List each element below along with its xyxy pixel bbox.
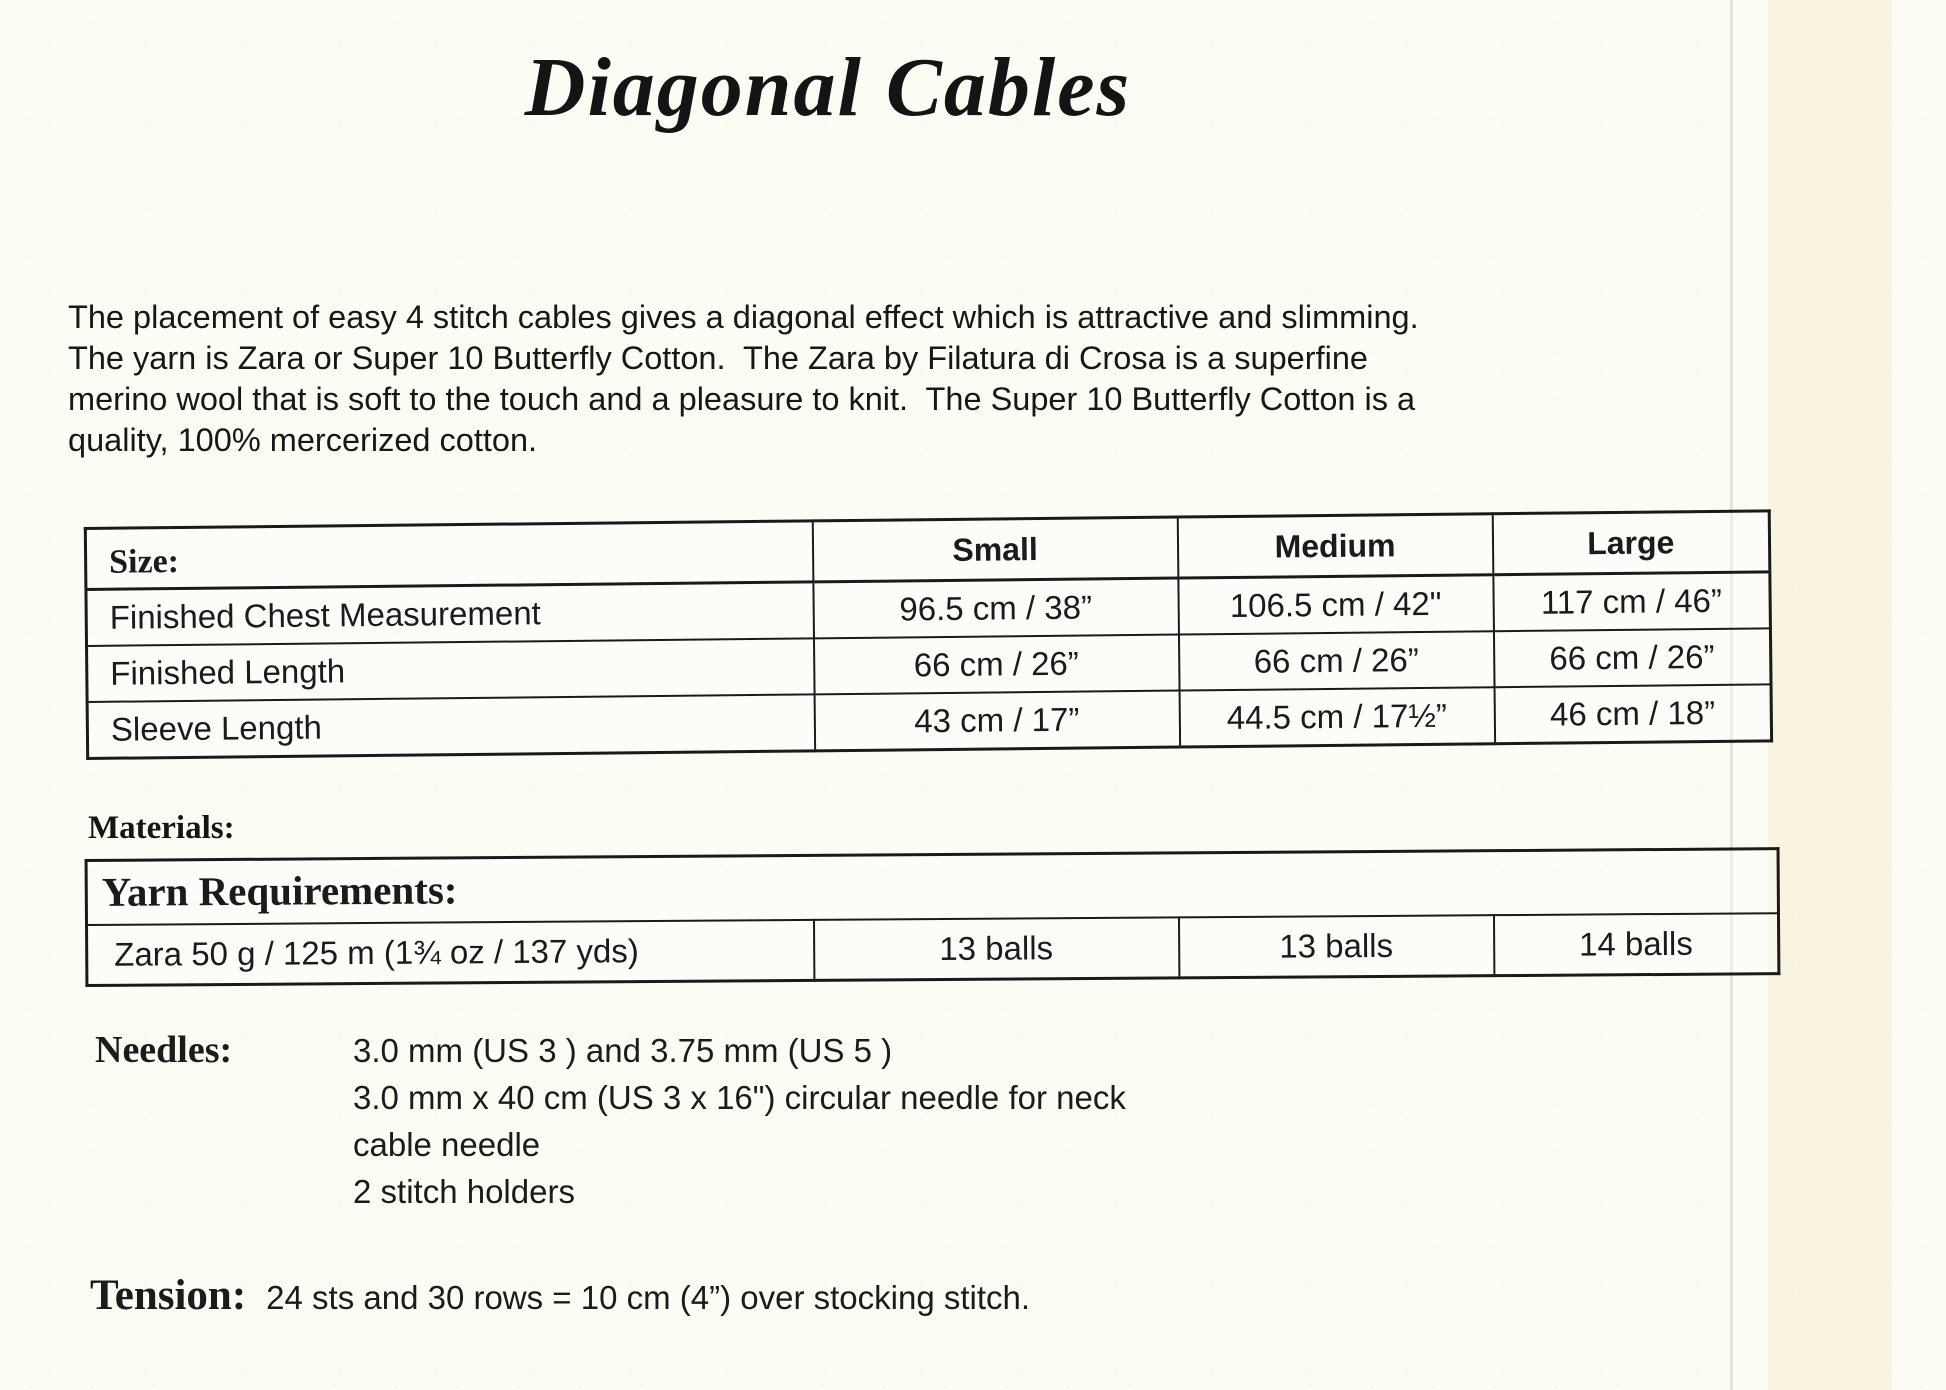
intro-line: quality, 100% mercerized cotton. <box>68 421 538 458</box>
needles-line: 3.0 mm (US 3 ) and 3.75 mm (US 5 ) <box>353 1031 893 1069</box>
cell-chest-medium: 106.5 cm / 42" <box>1178 575 1494 635</box>
yarn-requirements-heading: Yarn Requirements: <box>86 848 1778 924</box>
intro-line: merino wool that is soft to the touch and a pleasure to knit. The Super 10 Butterfly Cotton is a <box>68 380 1416 417</box>
cell-chest-large: 117 cm / 46” <box>1493 572 1771 631</box>
intro-line: The placement of easy 4 stitch cables gives a diagonal effect which is attractive and slimming. <box>68 298 1419 335</box>
yarn-requirements-table <box>85 847 1781 987</box>
size-col-large: Large <box>1492 511 1770 575</box>
cell-sleeve-small: 43 cm / 17” <box>814 690 1180 750</box>
intro-line: The yarn is Zara or Super 10 Butterfly Cotton. The Zara by Filatura di Crosa is a superfine <box>68 339 1368 376</box>
cell-yarn-medium: 13 balls <box>1178 915 1493 978</box>
cell-sleeve-medium: 44.5 cm / 17½” <box>1179 687 1495 747</box>
cell-sleeve-large: 46 cm / 18” <box>1494 684 1772 743</box>
cell-yarn-small: 13 balls <box>813 917 1178 980</box>
row-label-chest: Finished Chest Measurement <box>86 582 814 646</box>
size-col-medium: Medium <box>1177 514 1493 578</box>
materials-heading: Materials: <box>88 809 235 846</box>
needles-list <box>353 1027 1126 1215</box>
page-title: Diagonal Cables <box>524 41 1132 134</box>
table-row <box>87 913 1779 985</box>
yarn-header-row <box>86 848 1778 924</box>
tension-label: Tension: <box>90 1271 247 1319</box>
tension-section <box>90 1271 1946 1320</box>
yarn-label-zara: Zara 50 g / 125 m (1¾ oz / 137 yds) <box>87 920 814 986</box>
cell-length-large: 66 cm / 26” <box>1493 628 1771 687</box>
row-label-sleeve: Sleeve Length <box>87 694 815 758</box>
size-col-small: Small <box>812 517 1178 582</box>
cell-length-small: 66 cm / 26” <box>813 634 1179 694</box>
cell-yarn-large: 14 balls <box>1493 913 1778 975</box>
row-label-length: Finished Length <box>87 638 815 702</box>
title-block <box>68 38 1588 139</box>
intro-paragraph <box>68 297 1946 461</box>
cell-length-medium: 66 cm / 26” <box>1178 631 1494 690</box>
size-table <box>84 509 1773 760</box>
tension-text: 24 sts and 30 rows = 10 cm (4”) over stocking stitch. <box>266 1278 1031 1316</box>
needles-line: 3.0 mm x 40 cm (US 3 x 16") circular needle for neck <box>353 1078 1126 1116</box>
needles-line: 2 stitch holders <box>353 1172 575 1210</box>
cell-chest-small: 96.5 cm / 38” <box>813 578 1179 638</box>
needles-line: cable needle <box>353 1125 541 1163</box>
needles-section <box>95 1027 1946 1215</box>
size-corner-label: Size: <box>85 521 813 590</box>
needles-label: Needles: <box>95 1028 233 1071</box>
